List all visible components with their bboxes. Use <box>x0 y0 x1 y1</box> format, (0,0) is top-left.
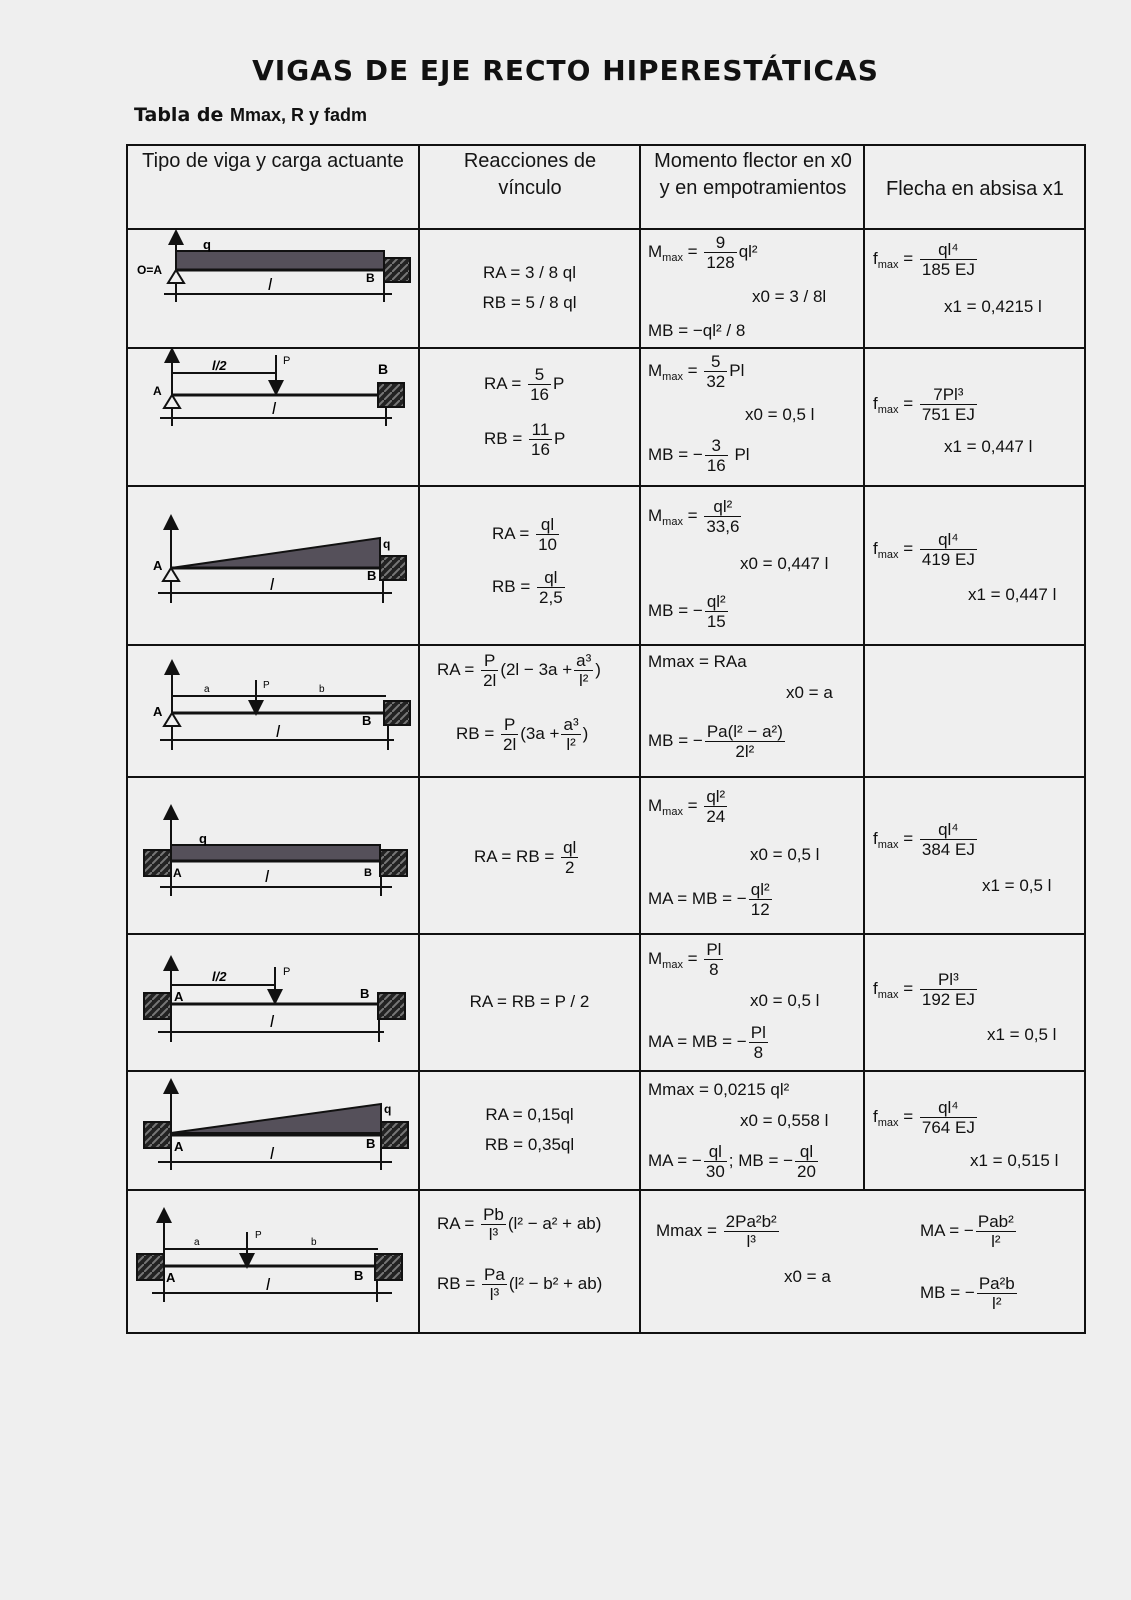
label-b-dim: b <box>319 684 325 695</box>
reaction-rb-row-8: RB = $\frac{Pa}{\text{l³}}$ (l² − b² + ab) <box>437 1265 603 1304</box>
header-reactions: Reacciones de vínculo <box>463 150 597 199</box>
x0-row-6: x0 = 0,5 l <box>750 991 820 1010</box>
mmax-row-1: $M_{max}$ = $\frac{9}{128}$ ql² <box>648 233 758 272</box>
label-q: q <box>199 831 207 846</box>
subtitle-prefix: Tabla de <box>134 104 224 126</box>
label-b: B <box>366 1136 376 1151</box>
page-title: VIGAS DE EJE RECTO HIPERESTÁTICAS <box>252 54 879 87</box>
reaction-row-6: RA = RB = P / 2 <box>469 992 590 1011</box>
reaction-ra-row-4: RA = $\frac{P}{2l}$ (2l − 3a + $\frac{\text{a³}}{\text{l²}}$ ) <box>437 651 601 690</box>
reaction-ra: RA = 0,15ql <box>485 1105 574 1124</box>
x1-row-3: x1 = 0,447 l <box>968 585 1057 604</box>
reaction-rb-row-4: RB = $\frac{P}{2l}$ (3a + $\frac{\text{a³}}{\text{l²}}$ ) <box>456 715 589 754</box>
diagram-row-5 <box>144 812 407 896</box>
x1-row-5: x1 = 0,5 l <box>982 876 1052 895</box>
fmax-row-7: $f_{max}$ = $\frac{\text{ql⁴}}{764 EJ}$ <box>873 1098 975 1137</box>
ma-row-8: MA = − Pab² l² <box>920 1212 1014 1251</box>
label-a: A <box>174 989 184 1004</box>
mmax-row-8: Mmax = $\frac{\text{2Pa²b²}}{\text{l³}}$ <box>656 1212 777 1251</box>
label-l2: l/2 <box>212 969 227 984</box>
reaction-ra-row-2: RA = $\frac{5}{16}$ P <box>484 365 565 404</box>
label-a-dim: a <box>204 684 210 695</box>
header-deflection: Flecha en absisa x1 <box>886 178 1064 200</box>
label-a: A <box>166 1270 176 1285</box>
label-a: A <box>174 1139 184 1154</box>
label-l: l <box>268 275 272 294</box>
reaction-ra-row-8: RA = $\frac{Pb}{\text{l³}}$ (l² − a² + ab) <box>437 1205 602 1244</box>
mmax-row-4: Mmax = RAa <box>648 652 747 671</box>
label-b: B <box>364 867 372 879</box>
label-q: q <box>383 537 391 551</box>
label-l: l <box>270 1144 274 1163</box>
label-b: B <box>354 1268 364 1283</box>
reactions-row-7 <box>419 1104 640 1156</box>
label-l2: l/2 <box>212 358 227 373</box>
x0-row-7: x0 = 0,558 l <box>740 1111 829 1130</box>
reaction-rb-row-3: RB = $\frac{ql}{2,5}$ <box>492 568 563 607</box>
x0-row-1: x0 = 3 / 8l <box>752 287 827 306</box>
label-b: B <box>362 713 372 728</box>
mmax-row-2: $M_{max}$ = $\frac{5}{32}$ Pl <box>648 352 745 391</box>
label-a: A <box>173 866 182 880</box>
header-beam-type: Tipo de viga y carga actuante <box>142 150 404 172</box>
x0-row-8: x0 = a <box>784 1267 831 1286</box>
x0-row-4: x0 = a <box>786 683 833 702</box>
mmax-row-6: $M_{max}$ = $\frac{Pl}{8}$ <box>648 940 722 979</box>
fmax-row-1: $f_{max}$ = $\frac{\text{ql⁴}}{185 EJ}$ <box>873 240 975 279</box>
fmax-row-2: $f_{max}$ = $\frac{\text{7Pl³}}{751 EJ}$ <box>873 385 975 424</box>
diagram-row-7 <box>144 1086 408 1170</box>
fmax-row-6: $f_{max}$ = $\frac{\text{Pl³}}{192 EJ}$ <box>873 970 975 1009</box>
label-p: P <box>283 355 291 367</box>
reaction-rb: RB = 5 / 8 ql <box>482 293 577 312</box>
label-l: l <box>270 575 274 594</box>
label-a: A <box>153 384 162 398</box>
label-l: l <box>270 1012 274 1031</box>
mamb-row-6: MA = MB = − $\frac{Pl}{8}$ <box>648 1023 766 1062</box>
label-l: l <box>265 867 269 886</box>
label-b: B <box>360 986 370 1001</box>
diagram-row-2 <box>160 355 404 426</box>
fmax-row-5: $f_{max}$ = $\frac{\text{ql⁴}}{384 EJ}$ <box>873 820 975 859</box>
x1-row-2: x1 = 0,447 l <box>944 437 1033 456</box>
header-moment: Momento flector en x0 y en empotramientos <box>654 150 852 199</box>
x0-row-2: x0 = 0,5 l <box>745 405 815 424</box>
reactions-row-1 <box>419 262 640 314</box>
diagram-row-4 <box>160 667 410 750</box>
label-oa: O=A <box>137 263 163 277</box>
reaction-rb: RB = 0,35ql <box>484 1135 575 1154</box>
reaction-ra-row-3: RA = $\frac{ql}{10}$ <box>492 515 557 554</box>
x1-row-1: x1 = 0,4215 l <box>944 297 1042 316</box>
x0-row-3: x0 = 0,447 l <box>740 554 829 573</box>
label-b: B <box>366 271 375 285</box>
label-b: B <box>378 361 389 377</box>
reaction-row-5: RA = RB = $\frac{ql}{2}$ <box>474 838 577 877</box>
mb-row-8: MB = − $\frac{\text{Pa²b}}{\text{l²}}$ <box>920 1274 1015 1313</box>
mb-row-3: MB = − $\frac{\text{ql²}}{15}$ <box>648 592 726 631</box>
mamb-row-7: MA = − $\frac{ql}{30}$ ; MB = − $\frac{ql}{20}$ <box>648 1142 816 1181</box>
x0-row-5: x0 = 0,5 l <box>750 845 820 864</box>
subtitle-symbols: Mmax, R y fadm <box>230 105 368 125</box>
mb-row-1: MB = −ql² / 8 <box>648 321 746 340</box>
x1-row-7: x1 = 0,515 l <box>970 1151 1059 1170</box>
label-q: q <box>384 1102 392 1116</box>
mamb-row-5: MA = MB = − $\frac{\text{ql²}}{12}$ <box>648 880 770 919</box>
mb-row-2: MB = − $\frac{3}{16}$ Pl <box>648 436 750 475</box>
label-b-dim: b <box>311 1237 317 1248</box>
mmax-row-5: $M_{max}$ = $\frac{\text{ql²}}{24}$ <box>648 787 726 826</box>
diagram-row-3 <box>158 522 406 603</box>
label-p: P <box>283 966 291 978</box>
label-q: q <box>203 237 211 252</box>
reaction-rb-row-2: RB = $\frac{11}{16}$ P <box>484 420 566 459</box>
fmax-row-3: $f_{max}$ = $\frac{\text{ql⁴}}{419 EJ}$ <box>873 530 975 569</box>
label-p: P <box>263 680 270 691</box>
label-l: l <box>272 399 276 418</box>
label-l: l <box>266 1275 270 1294</box>
diagram-row-1 <box>164 237 410 302</box>
reaction-ra: RA = 3 / 8 ql <box>482 263 577 282</box>
label-a: A <box>153 704 163 719</box>
label-a-dim: a <box>194 1237 200 1248</box>
x1-row-6: x1 = 0,5 l <box>987 1025 1057 1044</box>
mb-row-4: MB = − $\frac{\text{Pa(l² − a²)}}{\text{2l²}}$ <box>648 722 783 761</box>
label-p: P <box>255 1230 262 1241</box>
label-l: l <box>276 722 280 741</box>
mmax-row-7: Mmax = 0,0215 ql² <box>648 1080 790 1099</box>
label-a: A <box>153 558 163 573</box>
mmax-row-3: $M_{max}$ = $\frac{\text{ql²}}{33,6}$ <box>648 497 740 536</box>
label-b: B <box>367 568 377 583</box>
